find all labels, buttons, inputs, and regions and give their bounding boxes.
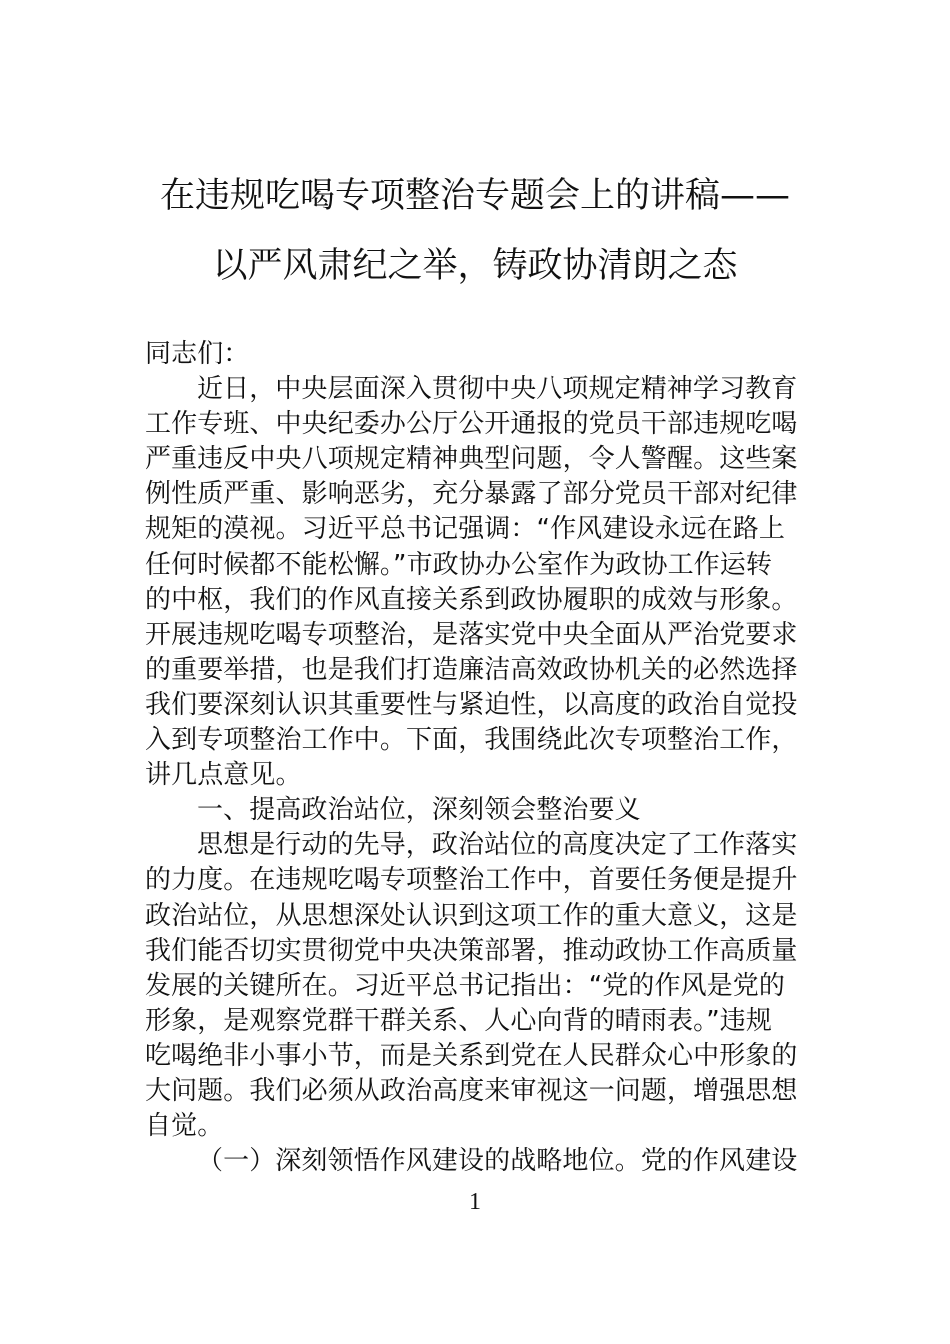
document-body: [145, 337, 805, 1179]
paragraph-line: 形象，是观察党群干群关系、人心向背的晴雨表。”违规: [145, 1005, 772, 1036]
document-title-line-2: 以严风肃纪之举，铸政协清朗之态: [212, 246, 738, 286]
paragraph-line: 开展违规吃喝专项整治，是落实党中央全面从严治党要求: [145, 619, 798, 650]
paragraph-line: 我们要深刻认识其重要性与紧迫性，以高度的政治自觉投: [145, 689, 798, 720]
paragraph-line: 入到专项整治工作中。下面，我围绕此次专项整治工作，: [145, 725, 798, 756]
paragraph-line: 大问题。我们必须从政治高度来审视这一问题，增强思想: [145, 1075, 798, 1106]
paragraph-line: 自觉。: [145, 1111, 224, 1142]
paragraph-line: 任何时候都不能松懈。”市政协办公室作为政协工作运转: [145, 549, 772, 580]
paragraph-line: 发展的关键所在。习近平总书记指出：“党的作风是党的: [145, 970, 785, 1001]
paragraph-line: 规矩的漠视。习近平总书记强调：“作风建设永远在路上: [145, 514, 785, 545]
paragraph-line: 严重违反中央八项规定精神典型问题，令人警醒。这些案: [145, 444, 798, 475]
section-heading: 一、提高政治站位，深刻领会整治要义: [197, 795, 641, 826]
subsection-heading: （一）深刻领悟作风建设的战略地位。党的作风建设: [197, 1146, 798, 1177]
salutation: 同志们：: [145, 339, 250, 369]
page-number: 1: [469, 1189, 481, 1215]
paragraph-line: 工作专班、中央纪委办公厅公开通报的党员干部违规吃喝: [145, 409, 798, 440]
paragraph-line: 近日，中央层面深入贯彻中央八项规定精神学习教育: [197, 374, 798, 405]
paragraph-line: 的力度。在违规吃喝专项整治工作中，首要任务便是提升: [145, 865, 798, 896]
paragraph-line: 的中枢，我们的作风直接关系到政协履职的成效与形象。: [145, 584, 798, 615]
paragraph-line: 政治站位，从思想深处认识到这项工作的重大意义，这是: [145, 900, 798, 931]
document-title-line-1: 在违规吃喝专项整治专题会上的讲稿——: [159, 176, 790, 216]
paragraph-line: 思想是行动的先导，政治站位的高度决定了工作落实: [197, 830, 798, 861]
paragraph-line: 例性质严重、影响恶劣，充分暴露了部分党员干部对纪律: [145, 479, 798, 510]
paragraph-line: 我们能否切实贯彻党中央决策部署，推动政协工作高质量: [145, 935, 798, 966]
paragraph-line: 的重要举措，也是我们打造廉洁高效政协机关的必然选择: [145, 654, 798, 685]
paragraph-line: 吃喝绝非小事小节，而是关系到党在人民群众心中形象的: [145, 1040, 798, 1071]
paragraph-line: 讲几点意见。: [145, 760, 302, 791]
